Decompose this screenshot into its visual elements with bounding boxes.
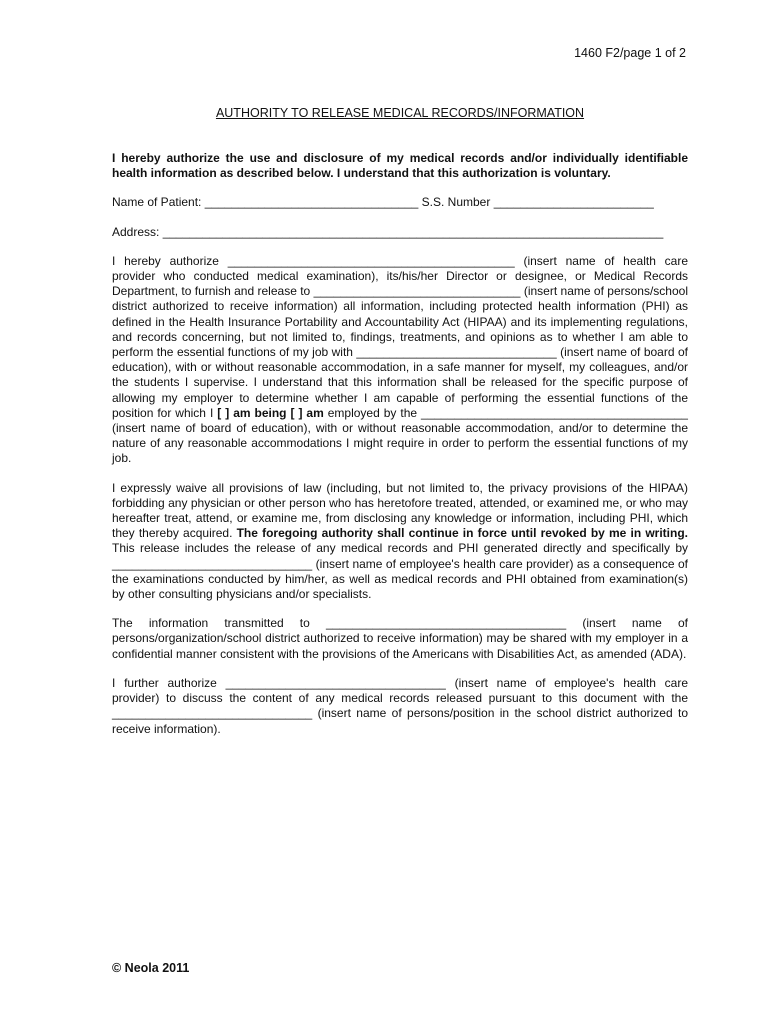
authorization-text-c: employed by the ________________________________________ (insert name of board of education), with or without reasonable accommodation, and/or to determine the nature of any reasonable accommodations I might require in order to perform the essential functions of my job. xyxy=(112,405,688,466)
copyright-footer xyxy=(112,961,189,975)
document-body xyxy=(112,151,688,751)
waiver-text-c: This release includes the release of any medical records and PHI generated directly and specifically by ______________________________ (insert name of employee's health care provider) as a consequence of the examinations conducted by him/her, as well as medical records and PHI obtained from examination(s) by other consulting physicians and/or specialists. xyxy=(112,541,688,602)
waiver-bold-clause: The foregoing authority shall continue in force until revoked by me in writing. xyxy=(236,526,689,541)
patient-name-blank[interactable]: ________________________________ xyxy=(204,195,419,210)
intro-statement: I hereby authorize the use and disclosure of my medical records and/or individually identifiable health information as described below. I understand that this authorization is voluntary. xyxy=(112,151,688,181)
further-authorization-paragraph: I further authorize _________________________________ (insert name of employee's health care provider) to discuss the content of any medical records released pursuant to this document with the ______________________________ (insert name of persons/position in the school district authorized to receive information). xyxy=(112,675,688,736)
copyright-text: © Neola 2011 xyxy=(112,961,190,975)
document-title: AUTHORITY TO RELEASE MEDICAL RECORDS/INFORMATION xyxy=(215,106,585,120)
ss-number-label: S.S. Number xyxy=(421,195,491,210)
address-blank[interactable]: ___________________________________________________________________________ xyxy=(162,224,664,239)
address-label: Address: xyxy=(112,224,160,239)
authorization-paragraph xyxy=(112,254,688,467)
patient-name-label: Name of Patient: xyxy=(112,195,202,210)
waiver-paragraph xyxy=(112,481,688,603)
page-identifier: 1460 F2/page 1 of 2 xyxy=(574,46,686,60)
transmission-paragraph: The information transmitted to ____________________________________ (insert name of persons/organization/school district authorized to receive information) may be shared with my employer in a confidential manner consistent with the provisions of the Americans with Disabilities Act, as amended (ADA). xyxy=(112,616,688,661)
ss-number-blank[interactable]: ________________________ xyxy=(493,195,654,210)
waiver-text-a: I expressly waive all provisions of law (including, but not limited to, the privacy provisions of the HIPAA) forbidding any physician or other person who has heretofore treated, attended, or examined me, or who may hereafter treat, attend, or examine me, from disclosing any knowledge or information, including PHI, which they thereby acquired. xyxy=(112,480,688,541)
employment-status-checkboxes[interactable]: [ ] am being [ ] am xyxy=(217,405,324,420)
address-field-row xyxy=(112,225,688,240)
patient-field-row xyxy=(112,195,688,210)
authorization-text-a: I hereby authorize ___________________________________________ (insert name of health care provider who conducted medical examination), its/his/her Director or designee, or Medical Records Department, to furnish and release to _______________________________ (insert name of persons/school district authorized to receive information) all information, including protected health information (PHI) as defined in the Health Insurance Portability and Accountability Act (HIPAA) and its implementing regulations, and records concerning, but not limited to, findings, treatments, and opinions as to whether I am able to perform the essential functions of my job with ______________________________ (insert name of board of education), with or without reasonable accommodation, in a safe manner for myself, my colleagues, and/or the students I supervise. I understand that this information shall be released for the specific purpose of allowing my employer to determine whether I am capable of performing the essential functions of the position for which I xyxy=(112,253,688,420)
